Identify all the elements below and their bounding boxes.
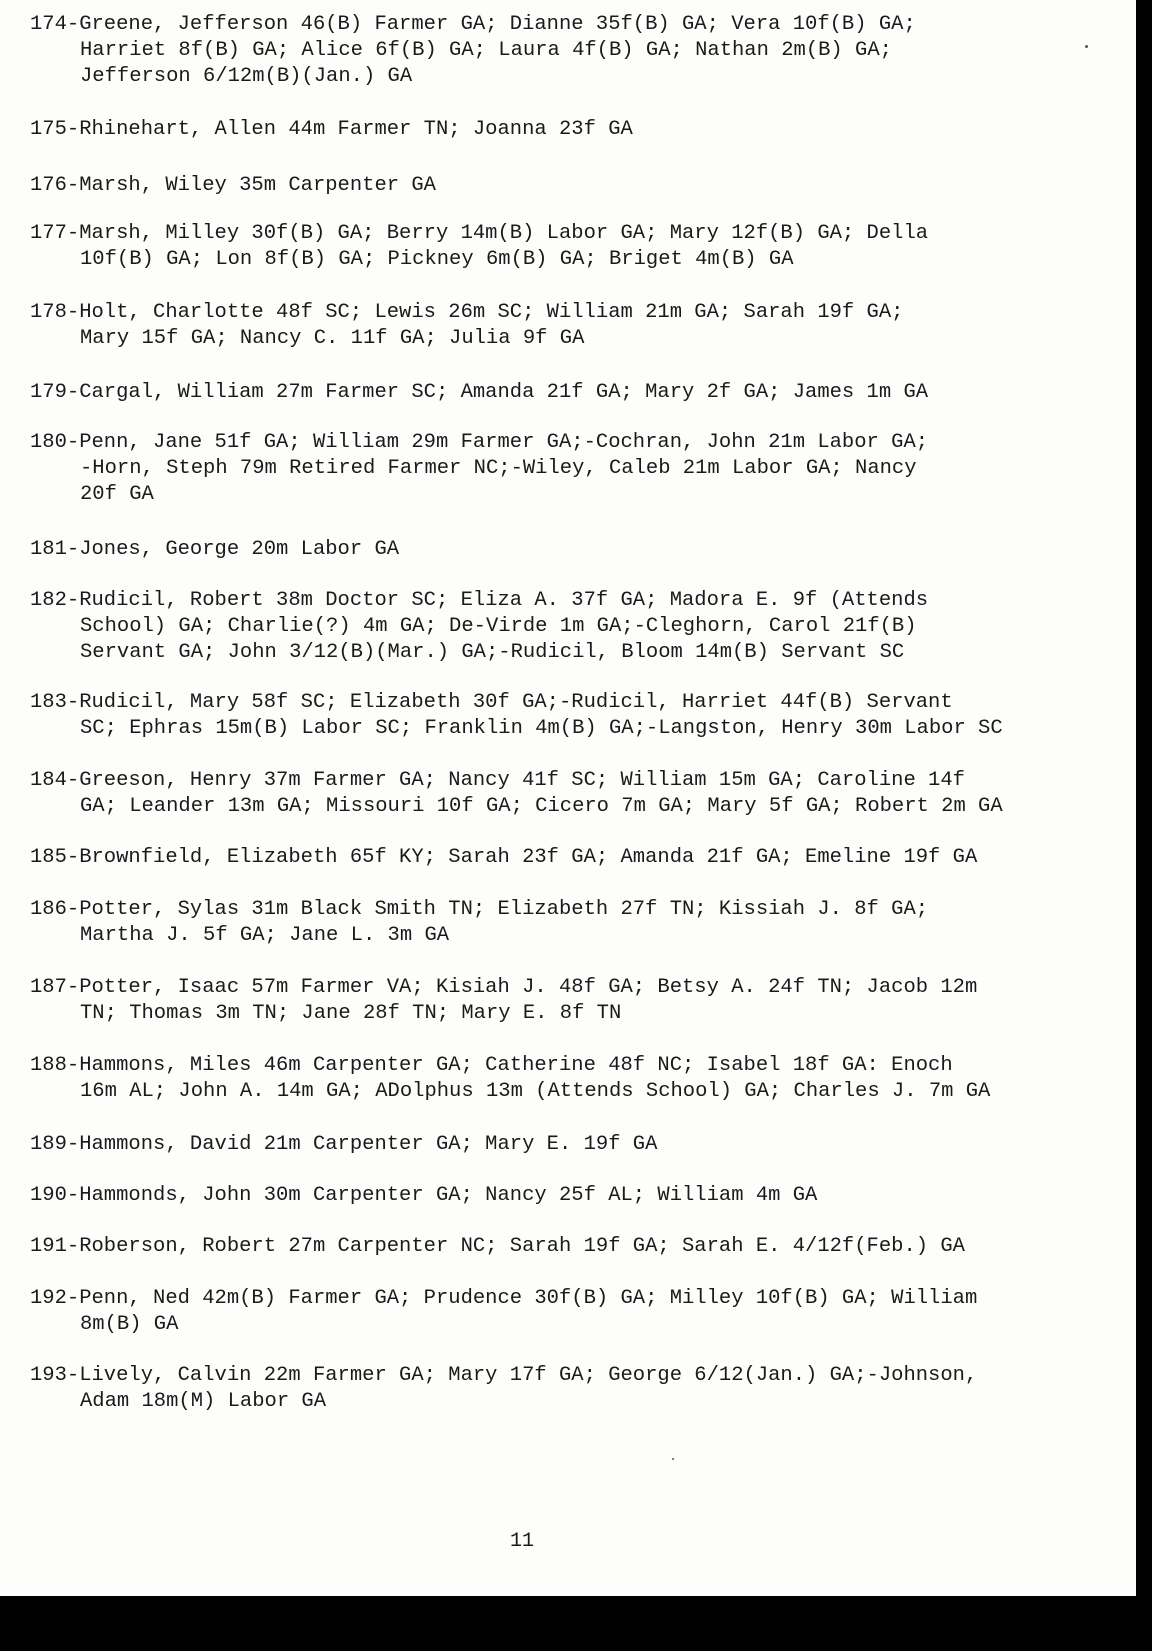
entry-line: 183-Rudicil, Mary 58f SC; Elizabeth 30f GA;-Rudicil, Harriet 44f(B) Servant [30,691,953,714]
census-entry [30,1183,1110,1209]
census-entry [30,117,1110,143]
entry-line: 185-Brownfield, Elizabeth 65f KY; Sarah 23f GA; Amanda 21f GA; Emeline 19f GA [30,846,978,869]
census-entry [30,975,1110,1027]
entry-line: 186-Potter, Sylas 31m Black Smith TN; Elizabeth 27f TN; Kissiah J. 8f GA; [30,898,929,921]
entry-line: -Horn, Steph 79m Retired Farmer NC;-Wiley, Caleb 21m Labor GA; Nancy [80,457,917,480]
census-entry [30,300,1110,352]
page-number: 11 [510,1530,535,1553]
entry-line: Mary 15f GA; Nancy C. 11f GA; Julia 9f GA [80,327,585,350]
scan-speck [672,1458,674,1460]
entry-line: GA; Leander 13m GA; Missouri 10f GA; Cicero 7m GA; Mary 5f GA; Robert 2m GA [80,795,1003,818]
census-entry [30,897,1110,949]
entry-line: TN; Thomas 3m TN; Jane 28f TN; Mary E. 8f TN [80,1002,622,1025]
entry-line: 178-Holt, Charlotte 48f SC; Lewis 26m SC; William 21m GA; Sarah 19f GA; [30,301,904,324]
census-entry [30,1363,1110,1415]
census-entry [30,221,1110,273]
entry-line: 8m(B) GA [80,1313,179,1336]
entry-line: SC; Ephras 15m(B) Labor SC; Franklin 4m(B) GA;-Langston, Henry 30m Labor SC [80,717,1003,740]
entry-line: 175-Rhinehart, Allen 44m Farmer TN; Joanna 23f GA [30,118,633,141]
census-entry [30,430,1110,508]
entry-line: 188-Hammons, Miles 46m Carpenter GA; Catherine 48f NC; Isabel 18f GA: Enoch [30,1054,953,1077]
entry-line: Servant GA; John 3/12(B)(Mar.) GA;-Rudicil, Bloom 14m(B) Servant SC [80,641,905,664]
entry-line: 179-Cargal, William 27m Farmer SC; Amanda 21f GA; Mary 2f GA; James 1m GA [30,381,929,404]
entry-line: 16m AL; John A. 14m GA; ADolphus 13m (Attends School) GA; Charles J. 7m GA [80,1080,991,1103]
entry-line: 190-Hammonds, John 30m Carpenter GA; Nancy 25f AL; William 4m GA [30,1184,818,1207]
entry-line: 177-Marsh, Milley 30f(B) GA; Berry 14m(B) Labor GA; Mary 12f(B) GA; Della [30,222,929,245]
entry-line: Adam 18m(M) Labor GA [80,1390,327,1413]
entry-line: 189-Hammons, David 21m Carpenter GA; Mary E. 19f GA [30,1133,658,1156]
entry-line: 193-Lively, Calvin 22m Farmer GA; Mary 17f GA; George 6/12(Jan.) GA;-Johnson, [30,1364,978,1387]
census-entry [30,690,1110,742]
census-entry [30,1286,1110,1338]
scan-speck [1085,45,1088,48]
entry-line: 181-Jones, George 20m Labor GA [30,538,400,561]
census-entry [30,768,1110,820]
entry-line: 176-Marsh, Wiley 35m Carpenter GA [30,174,436,197]
entry-line: Martha J. 5f GA; Jane L. 3m GA [80,924,450,947]
census-entry [30,1234,1110,1260]
census-entry [30,380,1110,406]
census-entry [30,1132,1110,1158]
census-entry [30,1053,1110,1105]
entry-line: Jefferson 6/12m(B)(Jan.) GA [80,65,413,88]
entry-line: 182-Rudicil, Robert 38m Doctor SC; Eliza A. 37f GA; Madora E. 9f (Attends [30,589,929,612]
census-entry [30,173,1110,199]
census-entry [30,12,1110,90]
entry-line: Harriet 8f(B) GA; Alice 6f(B) GA; Laura 4f(B) GA; Nathan 2m(B) GA; [80,39,892,62]
entry-line: 192-Penn, Ned 42m(B) Farmer GA; Prudence 30f(B) GA; Milley 10f(B) GA; William [30,1287,978,1310]
entry-line: 187-Potter, Isaac 57m Farmer VA; Kisiah J. 48f GA; Betsy A. 24f TN; Jacob 12m [30,976,978,999]
entry-line: School) GA; Charlie(?) 4m GA; De-Virde 1m GA;-Cleghorn, Carol 21f(B) [80,615,917,638]
census-entry [30,845,1110,871]
census-entry [30,588,1110,666]
entry-line: 20f GA [80,483,154,506]
entry-line: 10f(B) GA; Lon 8f(B) GA; Pickney 6m(B) GA; Briget 4m(B) GA [80,248,794,271]
entry-line: 174-Greene, Jefferson 46(B) Farmer GA; Dianne 35f(B) GA; Vera 10f(B) GA; [30,13,916,36]
census-entry [30,537,1110,563]
entry-line: 184-Greeson, Henry 37m Farmer GA; Nancy 41f SC; William 15m GA; Caroline 14f [30,769,965,792]
entry-line: 180-Penn, Jane 51f GA; William 29m Farmer GA;-Cochran, John 21m Labor GA; [30,431,929,454]
entry-line: 191-Roberson, Robert 27m Carpenter NC; Sarah 19f GA; Sarah E. 4/12f(Feb.) GA [30,1235,965,1258]
